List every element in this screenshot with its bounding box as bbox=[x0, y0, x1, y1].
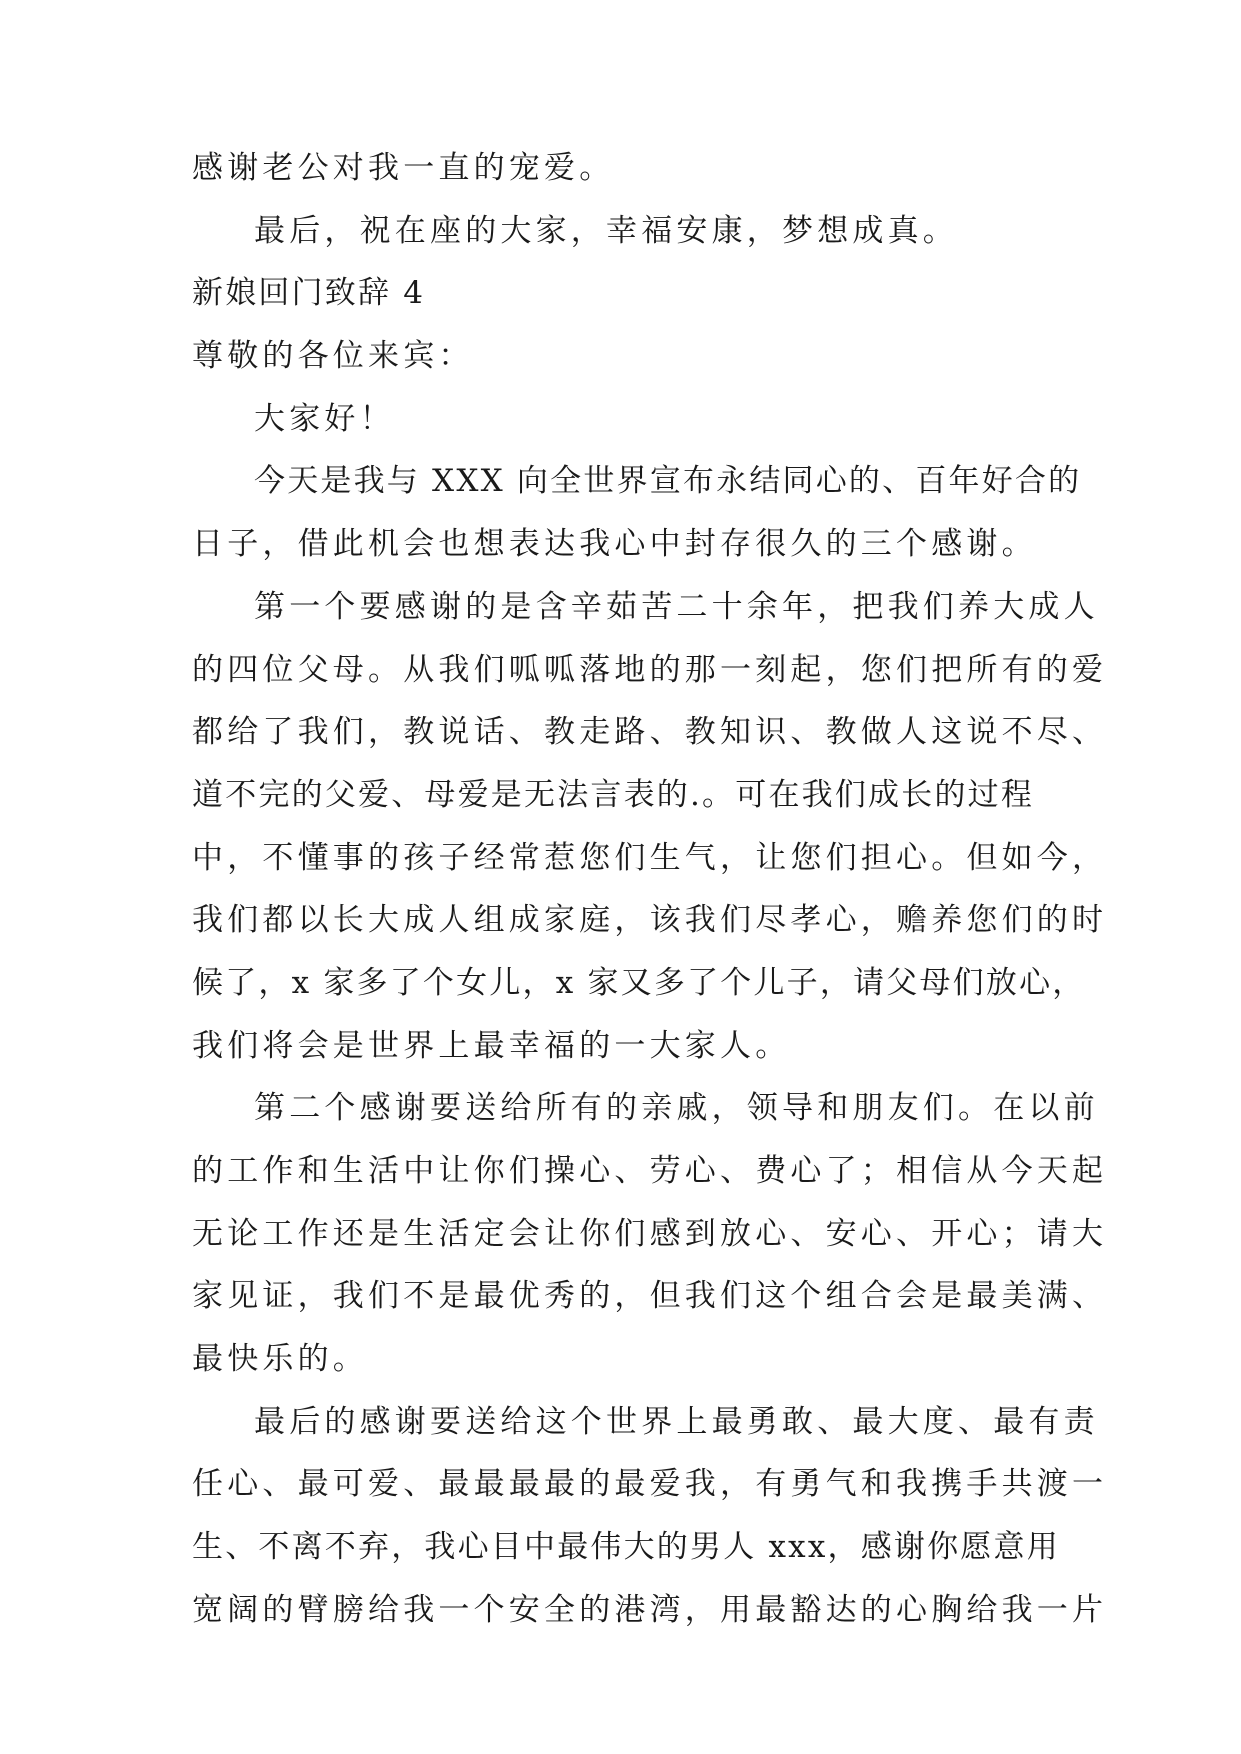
text-line: 感谢老公对我一直的宠爱。 bbox=[192, 150, 615, 186]
text-line: 候了，x 家多了个女儿，x 家又多了个儿子，请父母们放心， bbox=[192, 965, 1086, 1001]
text-line: 的四位父母。从我们呱呱落地的那一刻起，您们把所有的爱 bbox=[192, 652, 1108, 688]
text-line: 我们都以长大成人组成家庭，该我们尽孝心，赡养您们的时 bbox=[192, 902, 1108, 938]
text-line: 最后的感谢要送给这个世界上最勇敢、最大度、最有责 bbox=[254, 1404, 1099, 1440]
text-line: 中，不懂事的孩子经常惹您们生气，让您们担心。但如今， bbox=[192, 840, 1108, 876]
text-line: 家见证，我们不是最优秀的，但我们这个组合会是最美满、 bbox=[192, 1278, 1108, 1314]
text-line: 最后，祝在座的大家，幸福安康，梦想成真。 bbox=[254, 213, 958, 249]
text-line: 的工作和生活中让你们操心、劳心、费心了；相信从今天起 bbox=[192, 1153, 1108, 1189]
section-heading: 新娘回门致辞 4 bbox=[192, 275, 426, 311]
text-line: 第二个感谢要送给所有的亲戚，领导和朋友们。在以前 bbox=[254, 1090, 1099, 1126]
text-line: 第一个要感谢的是含辛茹苦二十余年，把我们养大成人 bbox=[254, 589, 1099, 625]
text-line: 都给了我们，教说话、教走路、教知识、教做人这说不尽、 bbox=[192, 714, 1108, 750]
text-line: 日子，借此机会也想表达我心中封存很久的三个感谢。 bbox=[192, 526, 1037, 562]
greeting: 大家好！ bbox=[254, 401, 395, 437]
text-line: 任心、最可爱、最最最最的最爱我，有勇气和我携手共渡一 bbox=[192, 1466, 1108, 1502]
text-line: 今天是我与 XXX 向全世界宣布永结同心的、百年好合的 bbox=[254, 463, 1082, 499]
text-line: 道不完的父爱、母爱是无法言表的.。可在我们成长的过程 bbox=[192, 777, 1035, 813]
text-line: 我们将会是世界上最幸福的一大家人。 bbox=[192, 1028, 791, 1064]
text-line: 宽阔的臂膀给我一个安全的港湾，用最豁达的心胸给我一片 bbox=[192, 1592, 1108, 1628]
text-line: 生、不离不弃，我心目中最伟大的男人 xxx，感谢你愿意用 bbox=[192, 1529, 1060, 1565]
text-line: 无论工作还是生活定会让你们感到放心、安心、开心；请大 bbox=[192, 1216, 1108, 1252]
text-line: 最快乐的。 bbox=[192, 1341, 368, 1377]
salutation: 尊敬的各位来宾： bbox=[192, 338, 474, 374]
